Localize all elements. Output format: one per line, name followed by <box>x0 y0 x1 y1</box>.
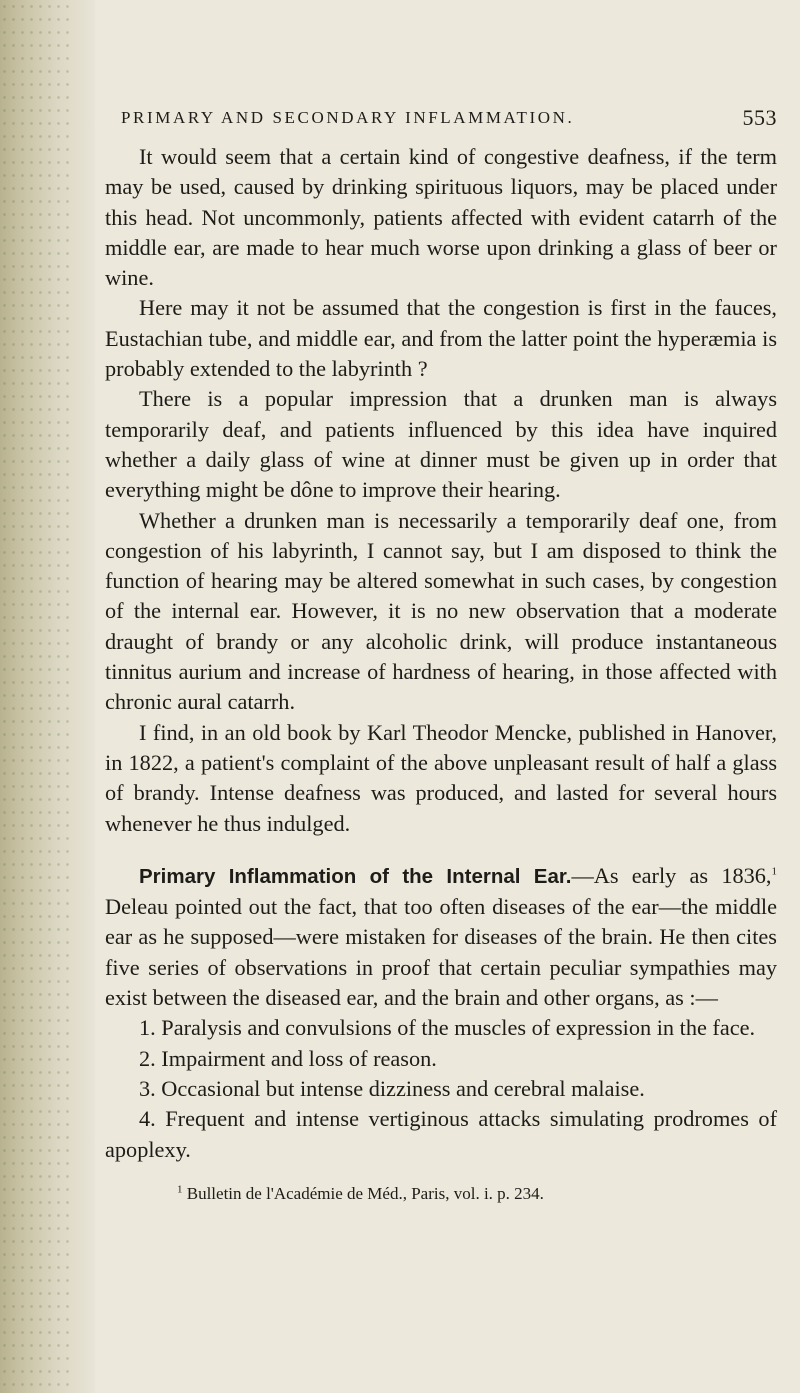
section-paragraph <box>105 861 777 1013</box>
section-text-start: —As early as 1836, <box>571 862 772 888</box>
section-text-rest: Deleau pointed out the fact, that too often diseases of the ear—the middle ear as he supposed—were mistaken for diseases of the brain. He then cites five series of observations in proof that certain peculiar sympathies may exist between the diseased ear, and the brain and other organs, as :— <box>105 894 777 1011</box>
running-title: PRIMARY AND SECONDARY INFLAMMATION. <box>121 108 575 127</box>
footnote <box>105 1183 795 1205</box>
paragraph-1: It would seem that a certain kind of congestive deafness, if the term may be used, caused by drinking spirituous liquors, may be placed under this head. Not uncommonly, patients affected with evident catarrh of the middle ear, are made to hear much worse upon drinking a glass of beer or wine. <box>105 144 777 291</box>
list-item: 4. Frequent and intense vertiginous attacks simulating prodromes of apoplexy. <box>105 1106 777 1162</box>
symptom-list <box>105 1013 777 1164</box>
paragraph-4: Whether a drunken man is necessarily a temporarily deaf one, from congestion of his labyrinth, I cannot say, but I am disposed to think the function of hearing may be altered somewhat in such cases, by congestion of the internal ear. However, it is no new observation that a moderate draught of brandy or any alcoholic drink, will produce instantaneous tinnitus aurium and increase of hardness of hearing, in those affected with chronic aural catarrh. <box>105 507 777 715</box>
paragraph-3: There is a popular impression that a drunken man is always temporarily deaf, and patients influenced by this idea have inquired whether a daily glass of wine at dinner must be given up in order that everything might be dône to improve their hearing. <box>105 386 777 503</box>
paragraph-2: Here may it not be assumed that the congestion is first in the fauces, Eustachian tube, and middle ear, and from the latter point the hyperæmia is probably extended to the labyrinth ? <box>105 295 777 382</box>
book-page <box>105 105 795 1205</box>
list-item: 3. Occasional but intense dizziness and cerebral malaise. <box>139 1075 645 1101</box>
list-item: 1. Paralysis and convulsions of the muscles of expression in the face. <box>139 1015 756 1041</box>
footnote-ref: 1 <box>771 865 778 878</box>
paragraph-5: I find, in an old book by Karl Theodor Mencke, published in Hanover, in 1822, a patient's complaint of the above unpleasant result of half a glass of brandy. Intense deafness was produced, and lasted for several hours whenever he thus indulged. <box>105 719 777 836</box>
binding-texture <box>0 0 70 1393</box>
page-number: 553 <box>742 105 777 130</box>
footnote-text: Bulletin de l'Académie de Méd., Paris, vol. i. p. 234. <box>182 1183 544 1203</box>
list-item: 2. Impairment and loss of reason. <box>139 1045 437 1071</box>
body-text <box>105 142 795 1165</box>
running-head <box>105 105 795 142</box>
section-heading: Primary Inflammation of the Internal Ear. <box>139 864 572 888</box>
footnote-marker: 1 <box>177 1183 183 1196</box>
